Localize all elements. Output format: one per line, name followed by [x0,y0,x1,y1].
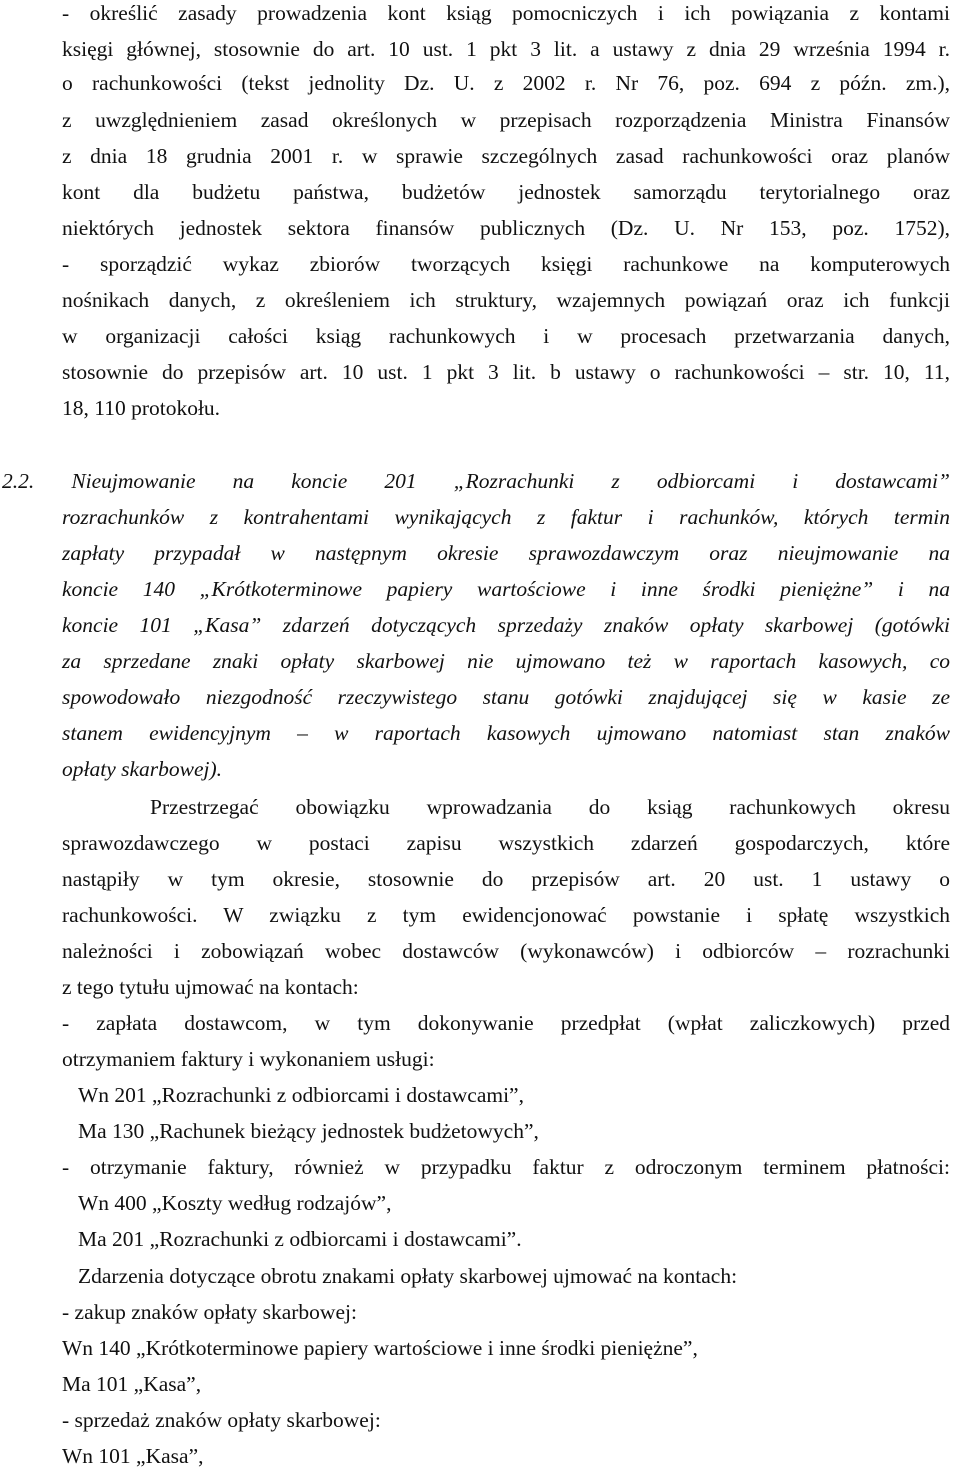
text-line: - określić zasady prowadzenia kont ksiąg pomocniczych i ich powiązania z kontami [62,1,950,25]
text-line: nośnikach danych, z określeniem ich struktury, wzajemnych powiązań oraz ich funkcji [62,288,950,312]
text-line: koncie 140 „Krótkoterminowe papiery wartościowe i inne środki pieniężne” i na [62,577,950,601]
section-heading-line: 2.2. Nieujmowanie na koncie 201 „Rozrachunki z odbiorcami i dostawcami” [2,469,950,493]
text-line: za sprzedane znaki opłaty skarbowej nie ujmowano też w raportach kasowych, co [62,649,950,673]
text-line: sprawozdawczego w postaci zapisu wszystkich zdarzeń gospodarczych, które [62,831,950,855]
text-line: - otrzymanie faktury, również w przypadku faktur z odroczonym terminem płatności: [62,1155,950,1179]
text-line: - sprzedaż znaków opłaty skarbowej: [62,1408,381,1432]
text-line: kont dla budżetu państwa, budżetów jednostek samorządu terytorialnego oraz [62,180,950,204]
booking-line: Wn 140 „Krótkoterminowe papiery wartościowe i inne środki pieniężne”, [62,1336,698,1360]
booking-line: Wn 101 „Kasa”, [62,1444,204,1468]
text-line: nastąpiły w tym okresie, stosownie do przepisów art. 20 ust. 1 ustawy o [62,867,950,891]
text-line: zapłaty przypadał w następnym okresie sprawozdawczym oraz nieujmowanie na [62,541,950,565]
text-line: z tego tytułu ujmować na kontach: [62,975,359,999]
booking-line: Ma 130 „Rachunek bieżący jednostek budżetowych”, [78,1119,539,1143]
text-line: rachunkowości. W związku z tym ewidencjonować powstanie i spłatę wszystkich [62,903,950,927]
text-line: o rachunkowości (tekst jednolity Dz. U. z 2002 r. Nr 76, poz. 694 z późn. zm.), [62,71,950,95]
booking-line: Wn 201 „Rozrachunki z odbiorcami i dostawcami”, [78,1083,524,1107]
text-line: z uwzględnieniem zasad określonych w przepisach rozporządzenia Ministra Finansów [62,108,950,132]
text-line: niektórych jednostek sektora finansów publicznych (Dz. U. Nr 153, poz. 1752), [62,216,950,240]
text-line: stosownie do przepisów art. 10 ust. 1 pkt 3 lit. b ustawy o rachunkowości – str. 10, 11, [62,360,950,384]
paragraph-start-line: Zdarzenia dotyczące obrotu znakami opłaty skarbowej ujmować na kontach: [78,1264,738,1288]
paragraph-start-line: Przestrzegać obowiązku wprowadzania do ksiąg rachunkowych okresu [150,795,950,819]
booking-line: Ma 201 „Rozrachunki z odbiorcami i dostawcami”. [78,1227,522,1251]
text-line: spowodowało niezgodność rzeczywistego stanu gotówki znajdującej się w kasie ze [62,685,950,709]
text-line: stanem ewidencyjnym – w raportach kasowych ujmowano natomiast stan znaków [62,721,950,745]
text-line: należności i zobowiązań wobec dostawców (wykonawców) i odbiorców – rozrachunki [62,939,950,963]
text-line: otrzymaniem faktury i wykonaniem usługi: [62,1047,435,1071]
text-line: - zakup znaków opłaty skarbowej: [62,1300,357,1324]
text-line: w organizacji całości ksiąg rachunkowych i w procesach przetwarzania danych, [62,324,950,348]
text-line: rozrachunków z kontrahentami wynikających z faktur i rachunków, których termin [62,505,950,529]
text-line: - zapłata dostawcom, w tym dokonywanie przedpłat (wpłat zaliczkowych) przed [62,1011,950,1035]
text-line: koncie 101 „Kasa” zdarzeń dotyczących sprzedaży znaków opłaty skarbowej (gotówki [62,613,950,637]
text-line: z dnia 18 grudnia 2001 r. w sprawie szczególnych zasad rachunkowości oraz planów [62,144,950,168]
text-line: 18, 110 protokołu. [62,396,221,420]
booking-line: Ma 101 „Kasa”, [62,1372,202,1396]
text-line: księgi głównej, stosownie do art. 10 ust. 1 pkt 3 lit. a ustawy z dnia 29 września 1994 r. [62,37,950,61]
text-line: - sporządzić wykaz zbiorów tworzących księgi rachunkowe na komputerowych [62,252,950,276]
booking-line: Wn 400 „Koszty według rodzajów”, [78,1191,392,1215]
text-line: opłaty skarbowej). [62,757,223,781]
